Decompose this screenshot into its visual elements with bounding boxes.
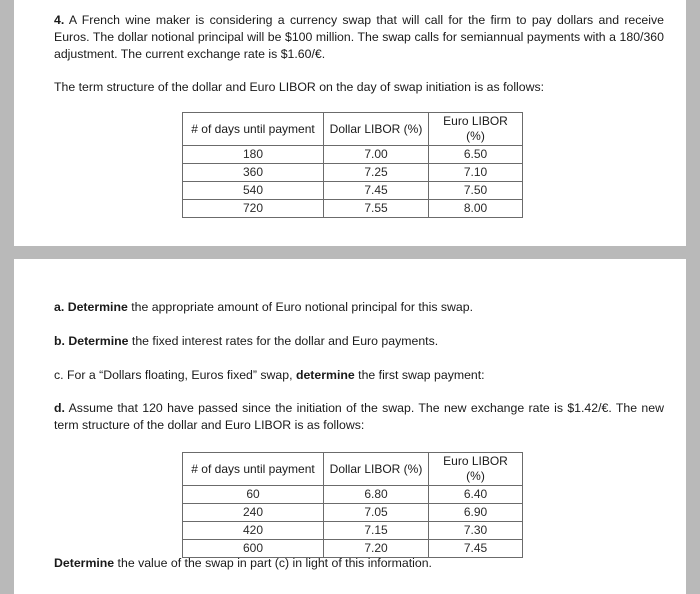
table-row [183, 182, 523, 200]
final-question [54, 555, 664, 572]
table-cell: 7.25 [324, 164, 429, 182]
table-cell: 7.55 [324, 200, 429, 218]
part-c-text: the first swap payment: [354, 368, 485, 382]
table-cell: 7.50 [429, 182, 523, 200]
question-number: 4. [54, 13, 65, 27]
table-row [183, 522, 523, 540]
table-cell: 7.20 [324, 540, 429, 558]
part-d [54, 400, 664, 434]
table-row [183, 146, 523, 164]
table-header-dollar: Dollar LIBOR (%) [324, 113, 429, 146]
table-cell: 8.00 [429, 200, 523, 218]
table-cell: 6.40 [429, 486, 523, 504]
top-page-panel [14, 0, 686, 246]
table-header-days: # of days until payment [183, 453, 324, 486]
table-header-euro: Euro LIBOR (%) [429, 113, 523, 146]
table-cell: 7.05 [324, 504, 429, 522]
part-c-pre: For a “Dollars floating, Euros fixed” swap, [63, 368, 296, 382]
table-cell: 180 [183, 146, 324, 164]
table-row [183, 200, 523, 218]
part-c-bold: determine [295, 368, 355, 382]
table-cell: 6.90 [429, 504, 523, 522]
part-b-text: the fixed interest rates for the dollar and Euro payments. [128, 334, 439, 348]
part-d-label: d. [54, 401, 65, 415]
table-cell: 6.50 [429, 146, 523, 164]
table-header-row [183, 453, 523, 486]
table-cell: 60 [183, 486, 324, 504]
table-row [183, 504, 523, 522]
question-intro [54, 12, 664, 63]
final-bold: Determine [54, 556, 115, 570]
part-c [54, 367, 664, 384]
table-row [183, 164, 523, 182]
question-intro-text: A French wine maker is considering a currency swap that will call for the firm to pay dollars and receive Euros. The dollar notional principal will be $100 million. The swap calls for semiannual payments with a 180/360 adjustment. The current exchange rate is $1.60/€. [54, 13, 664, 61]
table-cell: 7.45 [429, 540, 523, 558]
bottom-page-panel [14, 259, 686, 594]
table-cell: 240 [183, 504, 324, 522]
libor-table-new [182, 452, 523, 558]
table-header-euro: Euro LIBOR (%) [429, 453, 523, 486]
table-cell: 540 [183, 182, 324, 200]
part-a [54, 299, 664, 316]
libor-table-initial [182, 112, 523, 218]
table-cell: 7.15 [324, 522, 429, 540]
table-row [183, 486, 523, 504]
table-cell: 7.10 [429, 164, 523, 182]
term-structure-intro: The term structure of the dollar and Euro LIBOR on the day of swap initiation is as follows: [54, 80, 545, 94]
table-header-row [183, 113, 523, 146]
table-cell: 420 [183, 522, 324, 540]
part-a-label: a. [54, 300, 65, 314]
table-header-days: # of days until payment [183, 113, 324, 146]
part-c-label: c. [54, 368, 64, 382]
part-a-bold: Determine [67, 300, 128, 314]
part-b [54, 333, 664, 350]
part-b-label: b. [54, 334, 65, 348]
table-cell: 7.00 [324, 146, 429, 164]
table-cell: 7.45 [324, 182, 429, 200]
table-cell: 720 [183, 200, 324, 218]
table-cell: 360 [183, 164, 324, 182]
final-text: the value of the swap in part (c) in light of this information. [114, 556, 432, 570]
part-d-text: Assume that 120 have passed since the initiation of the swap. The new exchange rate is $1.42/€. The new term structure of the dollar and Euro LIBOR is as follows: [54, 401, 664, 432]
table-cell: 6.80 [324, 486, 429, 504]
table-cell: 7.30 [429, 522, 523, 540]
part-a-text: the appropriate amount of Euro notional principal for this swap. [127, 300, 474, 314]
table-cell: 600 [183, 540, 324, 558]
table-header-dollar: Dollar LIBOR (%) [324, 453, 429, 486]
part-b-bold: Determine [68, 334, 129, 348]
